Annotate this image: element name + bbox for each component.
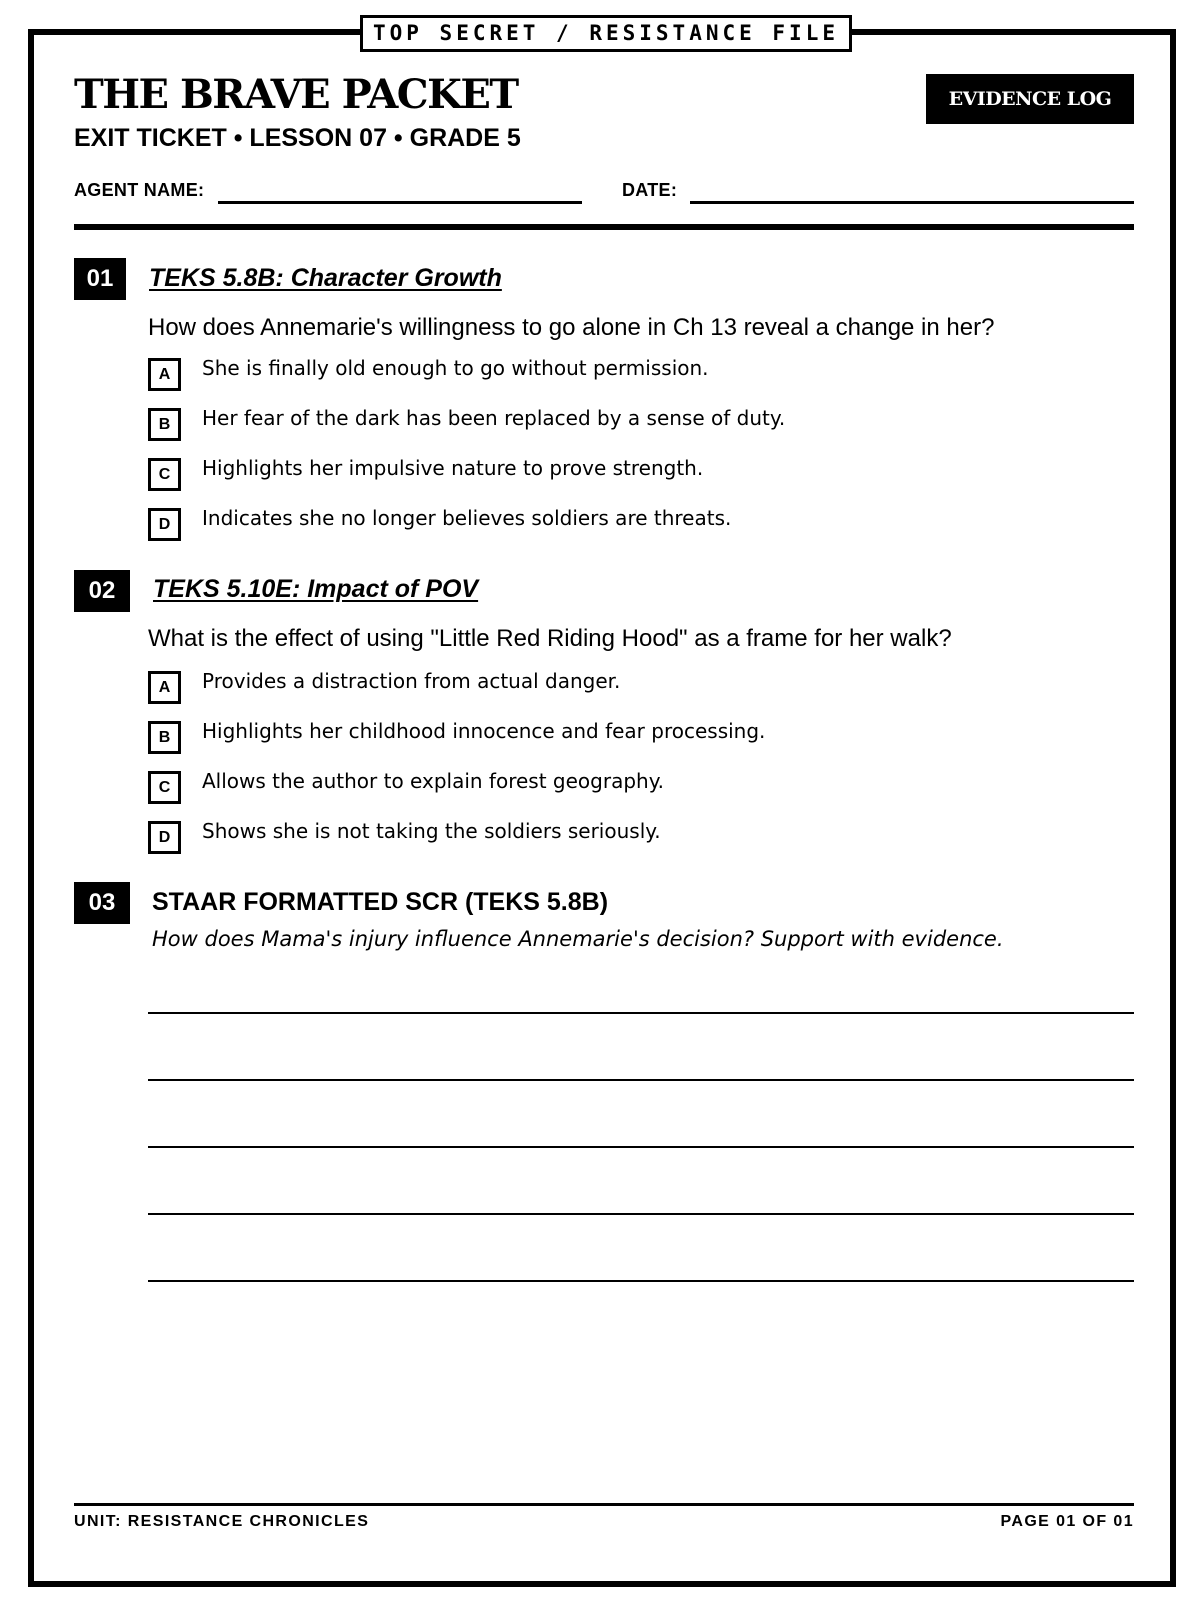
top-secret-stamp: TOP SECRET / RESISTANCE FILE [360,15,852,52]
answer-choice-b[interactable] [148,408,1098,442]
answer-choice-c[interactable] [148,771,1098,805]
evidence-log-button[interactable]: EVIDENCE LOG [926,74,1134,124]
question-prompt: What is the effect of using "Little Red Riding Hood" as a frame for her walk? [148,625,952,652]
answer-choice-a[interactable] [148,358,1098,392]
choice-text: Allows the author to explain forest geography. [202,769,665,793]
choice-text: Highlights her impulsive nature to prove strength. [202,456,704,480]
choice-letter-box[interactable]: D [148,508,181,541]
question-teks-heading: TEKS 5.8B: Character Growth [149,264,502,292]
agent-name-field[interactable] [218,180,582,204]
unit-label: UNIT: RESISTANCE CHRONICLES [74,1513,370,1530]
question-teks-heading: TEKS 5.10E: Impact of POV [153,575,479,603]
footer-divider [74,1503,1134,1506]
date-label: DATE: [622,180,678,200]
agent-name-label: AGENT NAME: [74,180,205,200]
scr-prompt: How does Mama's injury influence Annemarie's decision? Support with evidence. [152,927,1004,951]
answer-choice-b[interactable] [148,721,1098,755]
page-subtitle: EXIT TICKET • LESSON 07 • GRADE 5 [74,124,521,152]
choice-text: Her fear of the dark has been replaced by a sense of duty. [202,406,786,430]
choice-letter-box[interactable]: C [148,458,181,491]
choice-letter-box[interactable]: D [148,821,181,854]
date-field[interactable] [690,180,1134,204]
choice-letter-box[interactable]: A [148,671,181,704]
header-divider [74,224,1134,230]
answer-line[interactable] [148,1213,1134,1215]
answer-line[interactable] [148,1146,1134,1148]
choice-text: Shows she is not taking the soldiers seriously. [202,819,661,843]
page-title: THE BRAVE PACKET [74,71,518,118]
choice-text: She is finally old enough to go without permission. [202,356,709,380]
scr-heading: STAAR FORMATTED SCR (TEKS 5.8B) [152,888,609,916]
question-number-badge: 03 [74,882,130,924]
choice-text: Indicates she no longer believes soldiers are threats. [202,506,732,530]
choice-text: Provides a distraction from actual danger. [202,669,621,693]
question-number-badge: 02 [74,570,130,612]
question-number-badge: 01 [74,258,126,300]
question-prompt: How does Annemarie's willingness to go alone in Ch 13 reveal a change in her? [148,314,995,341]
answer-line[interactable] [148,1280,1134,1282]
answer-choice-d[interactable] [148,508,1098,542]
answer-line[interactable] [148,1012,1134,1014]
answer-choice-a[interactable] [148,671,1098,705]
answer-line[interactable] [148,1079,1134,1081]
page-number: PAGE 01 OF 01 [1000,1513,1134,1530]
answer-choice-d[interactable] [148,821,1098,855]
choice-letter-box[interactable]: B [148,721,181,754]
choice-letter-box[interactable]: A [148,358,181,391]
answer-choice-c[interactable] [148,458,1098,492]
choice-letter-box[interactable]: B [148,408,181,441]
choice-text: Highlights her childhood innocence and fear processing. [202,719,766,743]
choice-letter-box[interactable]: C [148,771,181,804]
